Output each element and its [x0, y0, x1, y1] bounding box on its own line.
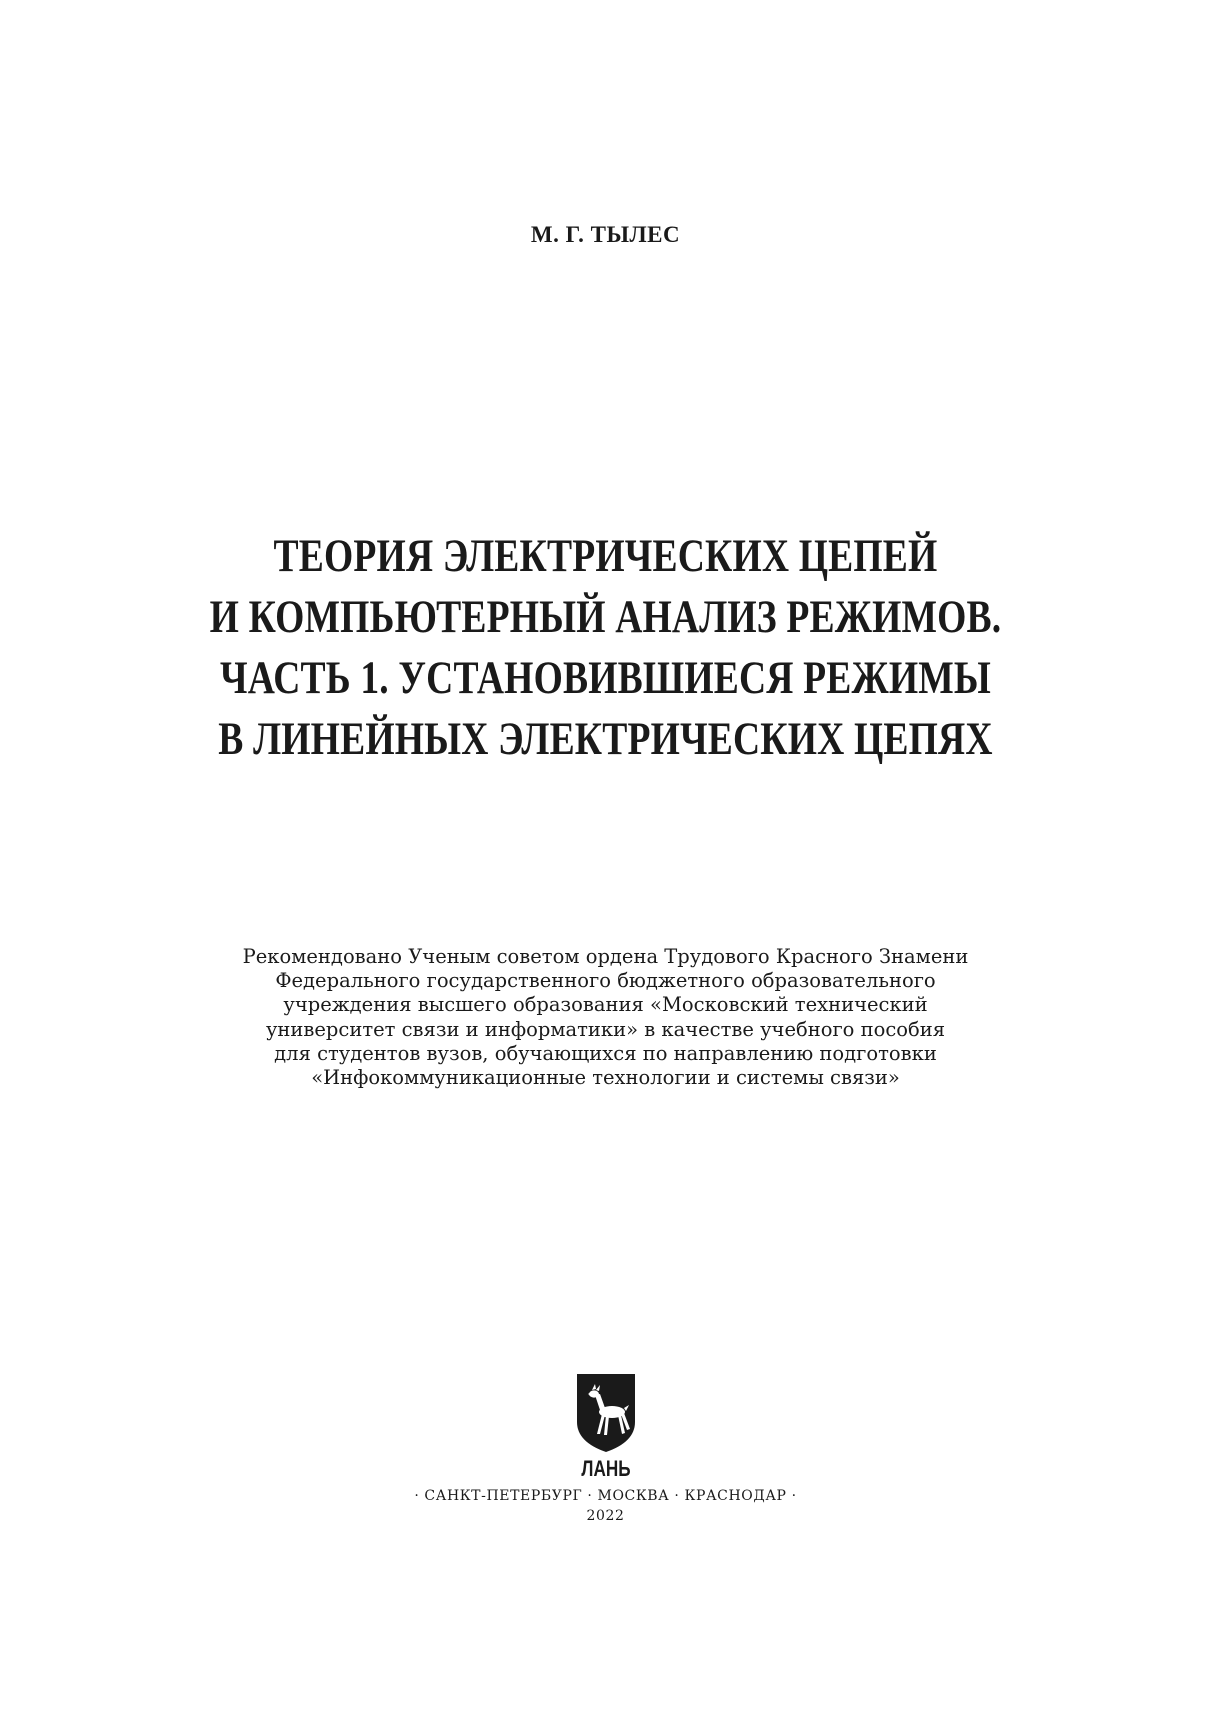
recommendation-line: университет связи и информатики» в качестве учебного пособия: [265, 1017, 946, 1041]
svg-text:ЛАНЬ: ЛАНЬ: [581, 1457, 631, 1480]
recommendation-line: для студентов вузов, обучающихся по направлению подготовки: [274, 1041, 937, 1065]
author-name: М. Г. ТЫЛЕС: [530, 222, 681, 247]
title-line: И КОМПЬЮТЕРНЫЙ АНАЛИЗ РЕЖИМОВ.: [209, 591, 1002, 643]
publication-year: 2022: [586, 1508, 625, 1524]
publisher-logo: [574, 1372, 638, 1480]
doe-shield-logo-icon: [574, 1372, 638, 1480]
title-line: В ЛИНЕЙНЫХ ЭЛЕКТРИЧЕСКИХ ЦЕПЯХ: [218, 713, 993, 765]
book-title: [0, 526, 1211, 770]
recommendation-text: [0, 945, 1211, 1090]
publisher-cities: · САНКТ-ПЕТЕРБУРГ · МОСКВА · КРАСНОДАР ·: [414, 1488, 797, 1504]
recommendation-line: учреждения высшего образования «Московский технический: [283, 993, 928, 1017]
title-line: ЧАСТЬ 1. УСТАНОВИВШИЕСЯ РЕЖИМЫ: [220, 652, 991, 704]
recommendation-line: Рекомендовано Ученым советом ордена Трудового Красного Знамени: [242, 945, 969, 968]
recommendation-line: «Инфокоммуникационные технологии и системы связи»: [311, 1065, 900, 1089]
recommendation-line: Федерального государственного бюджетного образовательного: [275, 969, 936, 993]
title-line: ТЕОРИЯ ЭЛЕКТРИЧЕСКИХ ЦЕПЕЙ: [273, 530, 938, 582]
